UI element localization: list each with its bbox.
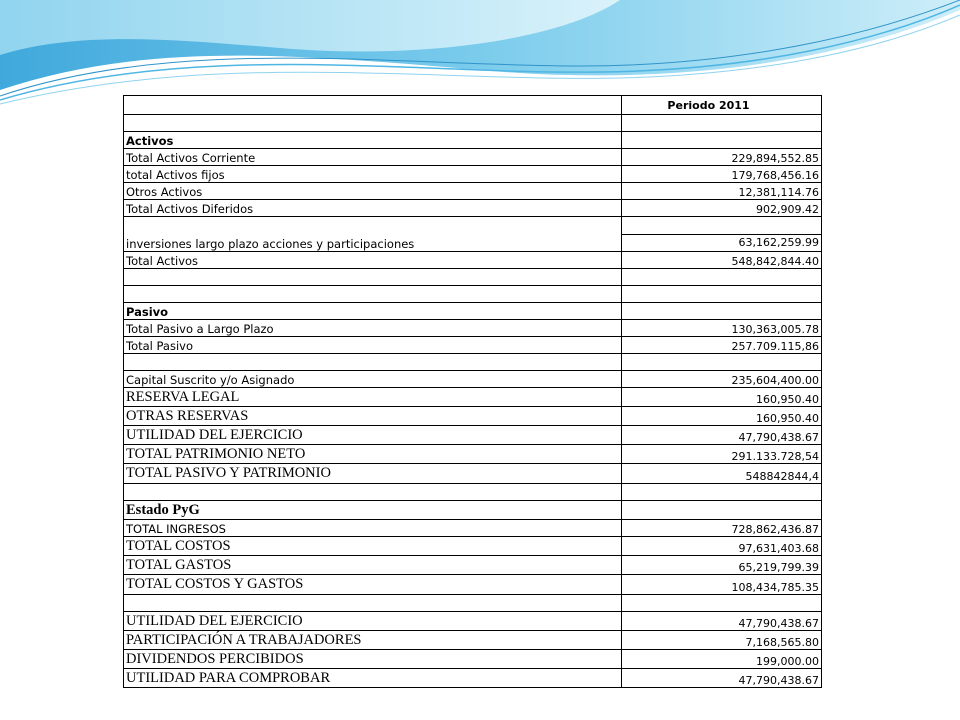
- table-row: [124, 286, 822, 303]
- table-row: [124, 650, 822, 669]
- table-row: [124, 166, 822, 183]
- table-row: [124, 132, 822, 149]
- row-value: 902,909.42: [622, 200, 822, 217]
- row-value: 12,381,114.76: [622, 183, 822, 200]
- row-label: TOTAL GASTOS: [124, 556, 622, 575]
- table-row: [124, 183, 822, 200]
- financial-table: [123, 95, 822, 688]
- table-row: [124, 556, 822, 575]
- table-row: [124, 669, 822, 688]
- row-value: 130,363,005.78: [622, 320, 822, 337]
- row-value: 728,862,436.87: [622, 520, 822, 537]
- row-value: 291.133.728,54: [622, 445, 822, 464]
- table-row: [124, 445, 822, 464]
- row-label: Total Activos Corriente: [124, 149, 622, 166]
- table-row: [124, 484, 822, 501]
- table-row: [124, 320, 822, 337]
- row-value: 65,219,799.39: [622, 556, 822, 575]
- table-row: [124, 520, 822, 537]
- row-label: Total Activos Diferidos: [124, 200, 622, 217]
- table-row: [124, 200, 822, 217]
- row-value: 548,842,844.40: [622, 252, 822, 269]
- row-label: TOTAL PATRIMONIO NETO: [124, 445, 622, 464]
- row-value: 97,631,403.68: [622, 537, 822, 556]
- table-row: [124, 371, 822, 388]
- row-value: 160,950.40: [622, 407, 822, 426]
- table-row: [124, 388, 822, 407]
- table-row: [124, 115, 822, 132]
- row-value: 160,950.40: [622, 388, 822, 407]
- table-row: [124, 149, 822, 166]
- section-label: Activos: [124, 132, 622, 149]
- row-value: 179,768,456.16: [622, 166, 822, 183]
- row-label: Total Activos: [124, 252, 622, 269]
- row-label: TOTAL INGRESOS: [124, 520, 622, 537]
- section-label: Pasivo: [124, 303, 622, 320]
- row-label: PARTICIPACIÓN A TRABAJADORES: [124, 631, 622, 650]
- row-label: total Activos fijos: [124, 166, 622, 183]
- row-label: UTILIDAD DEL EJERCICIO: [124, 426, 622, 445]
- table-row: [124, 217, 822, 252]
- row-value: 235,604,400.00: [622, 371, 822, 388]
- row-value: 63,162,259.99: [738, 236, 819, 249]
- decorative-wave-banner: [0, 0, 960, 110]
- row-label: UTILIDAD DEL EJERCICIO: [124, 612, 622, 631]
- row-value: 257.709.115,86: [622, 337, 822, 354]
- table-row: [124, 537, 822, 556]
- row-value: 47,790,438.67: [622, 426, 822, 445]
- table-row: [124, 269, 822, 286]
- table-row: [124, 631, 822, 650]
- table-row: [124, 252, 822, 269]
- row-value: 548842844,4: [622, 464, 822, 484]
- table-row: [124, 337, 822, 354]
- row-label: TOTAL COSTOS: [124, 537, 622, 556]
- table-row: [124, 464, 822, 484]
- row-label: Capital Suscrito y/o Asignado: [124, 371, 622, 388]
- row-label: UTILIDAD PARA COMPROBAR: [124, 669, 622, 688]
- row-label: TOTAL COSTOS Y GASTOS: [124, 575, 622, 595]
- table-row: [124, 575, 822, 595]
- table-row: [124, 96, 822, 115]
- period-header: Periodo 2011: [622, 96, 822, 115]
- section-label: Estado PyG: [124, 501, 622, 520]
- row-label: inversiones largo plazo acciones y participaciones: [124, 217, 622, 252]
- row-label: OTRAS RESERVAS: [124, 407, 622, 426]
- row-value: 47,790,438.67: [622, 669, 822, 688]
- table-row: [124, 501, 822, 520]
- row-label: TOTAL PASIVO Y PATRIMONIO: [124, 464, 622, 484]
- row-label: Otros Activos: [124, 183, 622, 200]
- row-value: 108,434,785.35: [622, 575, 822, 595]
- row-value: 47,790,438.67: [622, 612, 822, 631]
- table-row: [124, 612, 822, 631]
- row-value: 199,000.00: [622, 650, 822, 669]
- row-label: Total Pasivo: [124, 337, 622, 354]
- table-row: [124, 354, 822, 371]
- table-row: [124, 407, 822, 426]
- row-value: 7,168,565.80: [622, 631, 822, 650]
- row-value: 229,894,552.85: [622, 149, 822, 166]
- table-row: [124, 303, 822, 320]
- row-label: DIVIDENDOS PERCIBIDOS: [124, 650, 622, 669]
- table-row: [124, 595, 822, 612]
- row-label: Total Pasivo a Largo Plazo: [124, 320, 622, 337]
- row-label: RESERVA LEGAL: [124, 388, 622, 407]
- empty-cell: [124, 96, 622, 115]
- table-row: [124, 426, 822, 445]
